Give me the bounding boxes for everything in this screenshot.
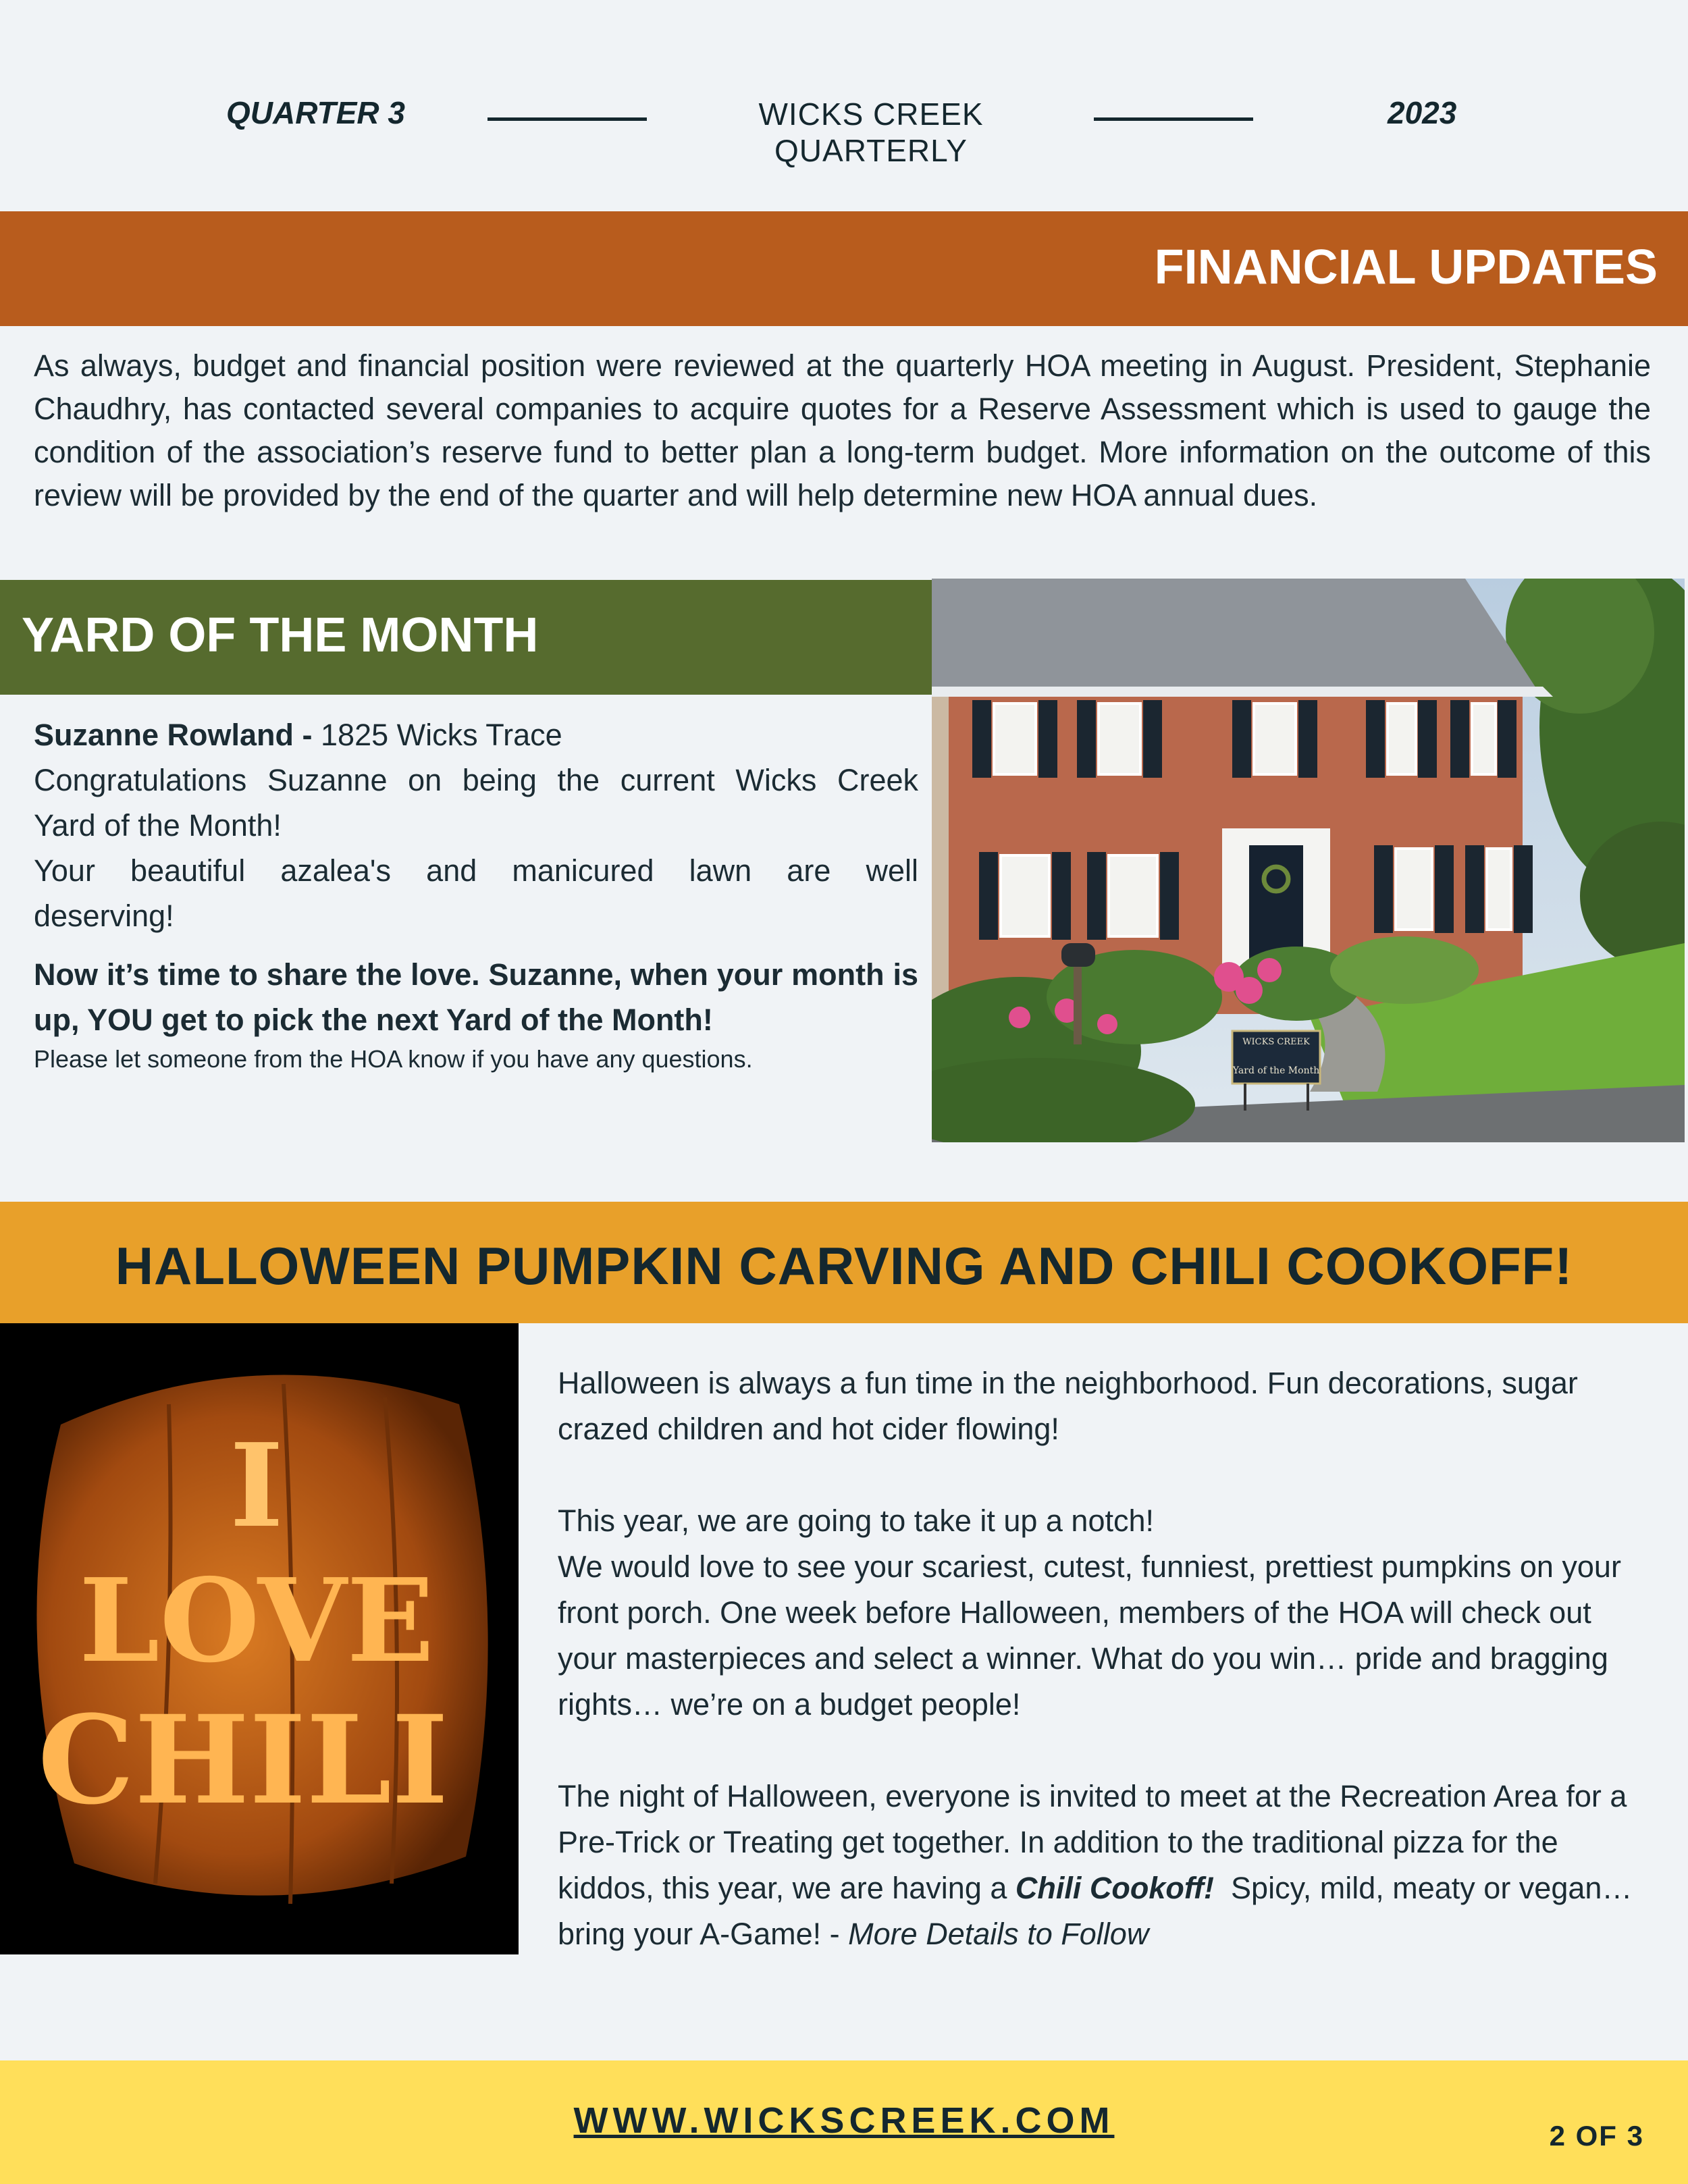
masthead-rule-right — [1094, 117, 1253, 121]
yard-sign-line-1: WICKS CREEK — [1242, 1037, 1310, 1047]
halloween-heading: HALLOWEEN PUMPKIN CARVING AND CHILI COOKOFF! — [115, 1236, 1573, 1296]
halloween-paragraph-2b: We would love to see your scariest, cutest, funniest, prettiest pumpkins on your front porch. One week before Halloween, members of the HOA will check out your masterpieces and select a winner. What do you win… pride and bragging rights… we’re on a budget people! — [558, 1549, 1621, 1722]
yard-winner-line — [34, 712, 918, 757]
yard-text-line-1: Congratulations Suzanne on being the current Wicks Creek — [34, 763, 918, 797]
yard-text-line-4: deserving! — [34, 899, 174, 933]
yard-body — [34, 712, 918, 1076]
financial-heading: FINANCIAL UPDATES — [1154, 240, 1658, 294]
page-number: 2 OF 3 — [1549, 2120, 1644, 2152]
halloween-paragraph-3b: Spicy, mild, meaty or vegan… bring your A-Game! - — [558, 1871, 1641, 1951]
year-label: 2023 — [1388, 95, 1457, 130]
halloween-paragraph-1: Halloween is always a fun time in the neighborhood. Fun decorations, sugar crazed children and hot cider flowing! — [558, 1366, 1578, 1446]
pumpkin-carving-word-1: I — [230, 1418, 284, 1553]
financial-body: As always, budget and financial position were reviewed at the quarterly HOA meeting in August. President, Stephanie Chaudhry, has contacted several companies to acquire quotes for a Reserve Assessment which is used to gauge the condition of the association’s reserve fund to better plan a long-term budget. More information on the outcome of this review will be provided by the end of the quarter and will help determine new HOA annual dues. — [34, 348, 1651, 512]
quarter-label: QUARTER 3 — [226, 95, 405, 130]
chili-cookoff-emphasis: Chili Cookoff! — [1015, 1871, 1215, 1905]
website-link[interactable]: WWW.WICKSCREEK.COM — [573, 2100, 1115, 2141]
yard-sign-line-2: Yard of the Month — [1232, 1065, 1320, 1076]
yard-text-line-3: Your beautiful azalea's and manicured lawn are well — [34, 853, 918, 888]
yard-house-photo — [932, 579, 1685, 1142]
newsletter-title: WICKS CREEK QUARTERLY — [758, 97, 984, 168]
yard-text-line-2: Yard of the Month! — [34, 808, 282, 843]
yard-small-note: Please let someone from the HOA know if you have any questions. — [34, 1045, 753, 1073]
yard-bold-message: Now it’s time to share the love. Suzanne, when your month is up, YOU get to pick the next Yard of the Month! — [34, 957, 918, 1037]
more-details-note: More Details to Follow — [848, 1917, 1149, 1951]
halloween-body — [558, 1360, 1655, 2003]
pumpkin-carving-word-3: CHILI — [37, 1689, 449, 1832]
yard-winner-address: 1825 Wicks Trace — [312, 718, 562, 752]
halloween-paragraph-3 — [558, 1774, 1655, 1957]
yard-heading: YARD OF THE MONTH — [22, 608, 539, 662]
pumpkin-carving-word-2: LOVE — [78, 1553, 435, 1688]
masthead-rule-left — [487, 117, 647, 121]
yard-winner-name: Suzanne Rowland - — [34, 718, 313, 752]
halloween-paragraph-2 — [558, 1498, 1655, 1728]
halloween-paragraph-2a: This year, we are going to take it up a notch! — [558, 1503, 1155, 1538]
pumpkin-photo — [0, 1323, 519, 1954]
halloween-paragraph-3a: The night of Halloween, everyone is invited to meet at the Recreation Area for a Pre-Trick or Treating get together. In addition to the traditional pizza for the kiddos, this year, we are having a — [558, 1779, 1627, 1905]
